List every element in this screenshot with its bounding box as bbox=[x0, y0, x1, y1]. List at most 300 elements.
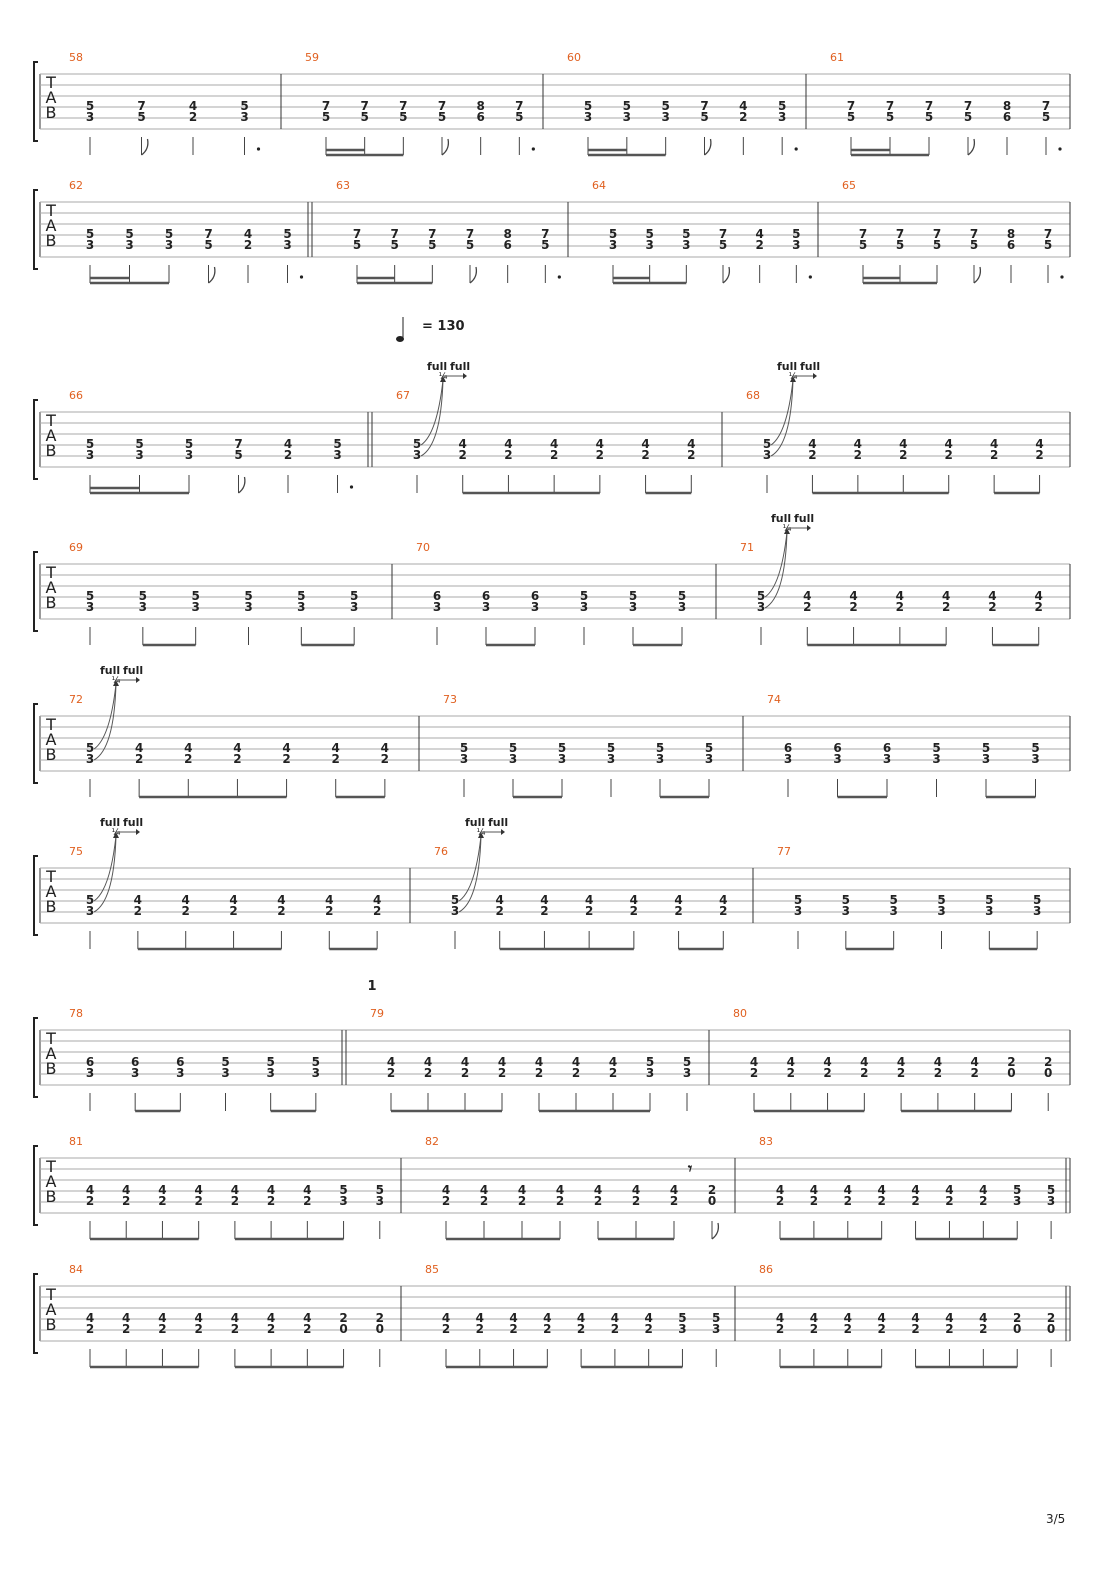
fret-upper: 7 bbox=[399, 99, 408, 113]
bend-label: full bbox=[800, 360, 821, 373]
fret-lower: 2 bbox=[230, 1322, 240, 1336]
fret-upper: 4 bbox=[331, 741, 340, 755]
fret-lower: 2 bbox=[944, 448, 953, 462]
volta-number: 1 bbox=[367, 979, 377, 994]
fret-upper: 5 bbox=[937, 893, 946, 907]
fret-upper: 4 bbox=[674, 893, 683, 907]
fret-upper: 4 bbox=[158, 1311, 167, 1325]
bend-release-icon bbox=[807, 525, 811, 531]
fret-upper: 5 bbox=[579, 589, 589, 603]
tab-clef-letter-a: A bbox=[45, 88, 57, 107]
fret-lower: 2 bbox=[194, 1194, 203, 1208]
fret-lower: 2 bbox=[610, 1322, 620, 1336]
fret-lower: 2 bbox=[475, 1322, 484, 1336]
dot bbox=[558, 275, 561, 278]
fret-upper: 5 bbox=[678, 1311, 687, 1325]
fret-upper: 5 bbox=[628, 589, 638, 603]
fret-lower: 3 bbox=[164, 238, 174, 252]
fret-lower: 6 bbox=[503, 238, 512, 252]
fret-lower: 2 bbox=[719, 904, 728, 918]
fret-upper: 7 bbox=[969, 227, 979, 241]
system-bracket bbox=[34, 552, 38, 631]
fret-lower: 2 bbox=[945, 1322, 954, 1336]
fret-lower: 2 bbox=[509, 1322, 518, 1336]
fret-upper: 4 bbox=[325, 893, 334, 907]
fret-lower: 2 bbox=[504, 448, 513, 462]
fret-upper: 4 bbox=[194, 1183, 203, 1197]
fret-upper: 5 bbox=[85, 589, 95, 603]
fret-upper: 4 bbox=[85, 1311, 95, 1325]
fret-lower: 2 bbox=[517, 1194, 527, 1208]
fret-upper: 5 bbox=[283, 227, 292, 241]
fret-lower: 3 bbox=[297, 600, 306, 614]
tab-clef-letter-b: B bbox=[45, 231, 57, 250]
fret-upper: 4 bbox=[808, 437, 817, 451]
fret-upper: 5 bbox=[756, 589, 766, 603]
fret-upper: 4 bbox=[540, 893, 549, 907]
fret-lower: 2 bbox=[895, 600, 905, 614]
fret-lower: 2 bbox=[803, 600, 812, 614]
fret-lower: 2 bbox=[543, 1322, 552, 1336]
fret-lower: 3 bbox=[508, 752, 518, 766]
fret-upper: 4 bbox=[188, 99, 198, 113]
fret-upper: 6 bbox=[783, 741, 793, 755]
fret-lower: 5 bbox=[924, 110, 934, 124]
fret-lower: 2 bbox=[555, 1194, 565, 1208]
fret-lower: 2 bbox=[749, 1066, 759, 1080]
fret-lower: 2 bbox=[641, 448, 650, 462]
fret-lower: 3 bbox=[125, 238, 134, 252]
fret-upper: 5 bbox=[777, 99, 787, 113]
fret-upper: 4 bbox=[843, 1183, 852, 1197]
fret-upper: 5 bbox=[645, 1055, 655, 1069]
bend-fraction-label: ¼ bbox=[782, 524, 792, 534]
fret-upper: 4 bbox=[460, 1055, 470, 1069]
fret-lower: 5 bbox=[204, 238, 213, 252]
fret-lower: 2 bbox=[674, 904, 683, 918]
fret-upper: 4 bbox=[610, 1311, 620, 1325]
fret-upper: 4 bbox=[122, 1183, 131, 1197]
fret-upper: 4 bbox=[979, 1311, 988, 1325]
fret-upper: 5 bbox=[459, 741, 469, 755]
fret-upper: 5 bbox=[349, 589, 359, 603]
fret-lower: 2 bbox=[458, 448, 467, 462]
fret-lower: 5 bbox=[718, 238, 728, 252]
eighth-flag bbox=[974, 267, 980, 283]
fret-lower: 2 bbox=[823, 1066, 832, 1080]
fret-lower: 3 bbox=[932, 752, 941, 766]
fret-lower: 3 bbox=[1031, 752, 1040, 766]
fret-upper: 5 bbox=[333, 437, 342, 451]
measure-number: 73 bbox=[443, 693, 457, 706]
dot bbox=[795, 147, 798, 150]
fret-upper: 4 bbox=[475, 1311, 484, 1325]
fret-upper: 5 bbox=[85, 437, 95, 451]
fret-lower: 3 bbox=[450, 904, 460, 918]
eighth-flag bbox=[723, 267, 729, 283]
fret-upper: 2 bbox=[375, 1311, 384, 1325]
fret-lower: 3 bbox=[85, 238, 95, 252]
fret-lower: 3 bbox=[266, 1066, 275, 1080]
fret-upper: 8 bbox=[1002, 99, 1012, 113]
fret-lower: 2 bbox=[644, 1322, 653, 1336]
fret-upper: 5 bbox=[1032, 893, 1042, 907]
measure-number: 74 bbox=[767, 693, 781, 706]
fret-lower: 2 bbox=[576, 1322, 586, 1336]
fret-upper: 5 bbox=[606, 741, 616, 755]
fret-lower: 2 bbox=[853, 448, 863, 462]
fret-upper: 5 bbox=[297, 589, 306, 603]
fret-lower: 3 bbox=[459, 752, 469, 766]
fret-lower: 2 bbox=[266, 1322, 276, 1336]
fret-lower: 2 bbox=[372, 904, 382, 918]
dot bbox=[1060, 275, 1063, 278]
fret-upper: 8 bbox=[503, 227, 512, 241]
fret-upper: 5 bbox=[508, 741, 518, 755]
bend-label: full bbox=[777, 360, 798, 373]
fret-lower: 2 bbox=[441, 1322, 451, 1336]
fret-lower: 3 bbox=[1046, 1194, 1056, 1208]
fret-upper: 7 bbox=[321, 99, 331, 113]
fret-upper: 4 bbox=[458, 437, 467, 451]
fret-lower: 2 bbox=[941, 600, 951, 614]
measure-number: 85 bbox=[425, 1263, 439, 1276]
fret-lower: 5 bbox=[428, 238, 437, 252]
fret-upper: 4 bbox=[911, 1183, 920, 1197]
fret-upper: 5 bbox=[1046, 1183, 1056, 1197]
fret-lower: 3 bbox=[937, 904, 946, 918]
fret-upper: 4 bbox=[911, 1311, 920, 1325]
fret-lower: 3 bbox=[283, 238, 292, 252]
fret-upper: 7 bbox=[846, 99, 856, 113]
fret-upper: 4 bbox=[230, 1311, 240, 1325]
fret-lower: 2 bbox=[989, 448, 999, 462]
fret-upper: 5 bbox=[164, 227, 174, 241]
fret-upper: 4 bbox=[479, 1183, 489, 1197]
system-bracket bbox=[34, 62, 38, 141]
fret-upper: 6 bbox=[130, 1055, 140, 1069]
fret-upper: 4 bbox=[786, 1055, 795, 1069]
measure-number: 69 bbox=[69, 541, 83, 554]
measure-number: 78 bbox=[69, 1007, 83, 1020]
fret-upper: 4 bbox=[584, 893, 594, 907]
tab-clef-letter-b: B bbox=[45, 593, 57, 612]
fret-lower: 2 bbox=[497, 1066, 507, 1080]
tab-clef-letter-b: B bbox=[45, 745, 57, 764]
fret-upper: 4 bbox=[372, 893, 382, 907]
fret-lower: 0 bbox=[339, 1322, 348, 1336]
bend-fraction-label: ¼ bbox=[438, 372, 448, 382]
fret-lower: 2 bbox=[386, 1066, 396, 1080]
fret-upper: 7 bbox=[1041, 99, 1051, 113]
fret-lower: 2 bbox=[933, 1066, 943, 1080]
fret-lower: 2 bbox=[849, 600, 858, 614]
fret-upper: 4 bbox=[380, 741, 390, 755]
fret-upper: 2 bbox=[1013, 1311, 1022, 1325]
fret-upper: 4 bbox=[896, 1055, 906, 1069]
fret-upper: 4 bbox=[860, 1055, 869, 1069]
fret-upper: 4 bbox=[277, 893, 286, 907]
fret-lower: 3 bbox=[135, 448, 144, 462]
tab-clef-letter-t: T bbox=[46, 411, 56, 430]
fret-lower: 2 bbox=[229, 904, 238, 918]
fret-lower: 2 bbox=[188, 110, 198, 124]
eighth-flag bbox=[209, 267, 215, 283]
fret-lower: 5 bbox=[963, 110, 973, 124]
fret-lower: 3 bbox=[841, 904, 851, 918]
fret-upper: 5 bbox=[985, 893, 994, 907]
fret-upper: 5 bbox=[191, 589, 200, 603]
fret-upper: 5 bbox=[762, 437, 772, 451]
measure-number: 58 bbox=[69, 51, 83, 64]
fret-upper: 8 bbox=[1006, 227, 1016, 241]
fret-lower: 2 bbox=[534, 1066, 544, 1080]
fret-upper: 7 bbox=[963, 99, 973, 113]
fret-upper: 5 bbox=[677, 589, 687, 603]
fret-lower: 2 bbox=[85, 1322, 95, 1336]
fret-lower: 5 bbox=[858, 238, 868, 252]
fret-lower: 2 bbox=[860, 1066, 869, 1080]
fret-lower: 2 bbox=[911, 1194, 920, 1208]
fret-lower: 5 bbox=[465, 238, 475, 252]
fret-upper: 5 bbox=[682, 1055, 692, 1069]
fret-lower: 3 bbox=[583, 110, 593, 124]
fret-upper: 7 bbox=[204, 227, 213, 241]
fret-upper: 4 bbox=[644, 1311, 653, 1325]
bend-release-icon bbox=[813, 373, 817, 379]
fret-upper: 7 bbox=[858, 227, 868, 241]
fret-upper: 4 bbox=[944, 437, 953, 451]
measure-number: 80 bbox=[733, 1007, 747, 1020]
fret-upper: 4 bbox=[989, 437, 999, 451]
fret-lower: 2 bbox=[283, 448, 293, 462]
fret-lower: 2 bbox=[479, 1194, 489, 1208]
measure-number: 71 bbox=[740, 541, 754, 554]
measure-number: 68 bbox=[746, 389, 760, 402]
fret-lower: 6 bbox=[1006, 238, 1016, 252]
fret-upper: 5 bbox=[841, 893, 851, 907]
fret-upper: 4 bbox=[266, 1311, 276, 1325]
system-bracket bbox=[34, 1018, 38, 1097]
fret-upper: 5 bbox=[85, 893, 95, 907]
eighth-flag bbox=[470, 267, 476, 283]
fret-lower: 3 bbox=[240, 110, 249, 124]
eighth-flag bbox=[712, 1223, 718, 1239]
fret-lower: 2 bbox=[158, 1322, 167, 1336]
measure-number: 62 bbox=[69, 179, 83, 192]
fret-upper: 4 bbox=[877, 1183, 886, 1197]
bend-release-icon bbox=[501, 829, 505, 835]
fret-upper: 4 bbox=[941, 589, 951, 603]
fret-upper: 7 bbox=[234, 437, 243, 451]
tab-clef-letter-a: A bbox=[45, 730, 57, 749]
fret-lower: 5 bbox=[321, 110, 331, 124]
dot bbox=[300, 275, 303, 278]
fret-upper: 5 bbox=[311, 1055, 321, 1069]
fret-lower: 3 bbox=[645, 238, 654, 252]
fret-upper: 6 bbox=[882, 741, 892, 755]
fret-lower: 2 bbox=[739, 110, 748, 124]
fret-lower: 2 bbox=[277, 904, 286, 918]
fret-lower: 2 bbox=[843, 1322, 852, 1336]
fret-lower: 3 bbox=[645, 1066, 655, 1080]
fret-lower: 2 bbox=[808, 448, 817, 462]
fret-upper: 4 bbox=[133, 893, 143, 907]
eighth-flag bbox=[142, 139, 148, 155]
tempo-note-icon bbox=[396, 336, 404, 342]
system-bracket bbox=[34, 400, 38, 479]
fret-lower: 3 bbox=[777, 110, 787, 124]
fret-lower: 3 bbox=[677, 600, 687, 614]
fret-upper: 5 bbox=[712, 1311, 721, 1325]
fret-lower: 3 bbox=[762, 448, 772, 462]
tab-clef-letter-a: A bbox=[45, 1300, 57, 1319]
dot bbox=[257, 147, 260, 150]
fret-lower: 2 bbox=[85, 1194, 95, 1208]
fret-upper: 4 bbox=[181, 893, 190, 907]
fret-lower: 3 bbox=[889, 904, 898, 918]
fret-lower: 2 bbox=[896, 1066, 906, 1080]
fret-lower: 3 bbox=[661, 110, 670, 124]
fret-lower: 2 bbox=[1035, 448, 1044, 462]
measure-number: 84 bbox=[69, 1263, 83, 1276]
tab-clef-letter-t: T bbox=[46, 1157, 56, 1176]
fret-upper: 4 bbox=[687, 437, 696, 451]
fret-upper: 5 bbox=[125, 227, 134, 241]
fret-lower: 2 bbox=[233, 752, 242, 766]
fret-upper: 4 bbox=[823, 1055, 832, 1069]
tab-clef-letter-b: B bbox=[45, 897, 57, 916]
fret-lower: 3 bbox=[557, 752, 567, 766]
fret-lower: 2 bbox=[899, 448, 908, 462]
dot bbox=[809, 275, 812, 278]
bend-label: full bbox=[100, 664, 121, 677]
bend-fraction-label: ¼ bbox=[788, 372, 798, 382]
fret-lower: 3 bbox=[756, 600, 766, 614]
fret-upper: 4 bbox=[243, 227, 253, 241]
tab-clef-letter-a: A bbox=[45, 578, 57, 597]
fret-upper: 5 bbox=[85, 99, 95, 113]
fret-lower: 3 bbox=[85, 1066, 95, 1080]
fret-lower: 3 bbox=[704, 752, 714, 766]
fret-upper: 7 bbox=[924, 99, 934, 113]
fret-lower: 2 bbox=[687, 448, 696, 462]
measure-number: 77 bbox=[777, 845, 791, 858]
fret-lower: 2 bbox=[669, 1194, 679, 1208]
fret-lower: 5 bbox=[1043, 238, 1053, 252]
fret-upper: 6 bbox=[176, 1055, 185, 1069]
fret-lower: 3 bbox=[349, 600, 359, 614]
fret-lower: 3 bbox=[138, 600, 148, 614]
bend-label: full bbox=[794, 512, 815, 525]
fret-upper: 5 bbox=[1031, 741, 1040, 755]
fret-upper: 4 bbox=[85, 1183, 95, 1197]
fret-upper: 5 bbox=[244, 589, 253, 603]
tab-clef-letter-a: A bbox=[45, 426, 57, 445]
fret-lower: 2 bbox=[303, 1322, 312, 1336]
fret-upper: 5 bbox=[682, 227, 691, 241]
fret-lower: 5 bbox=[895, 238, 905, 252]
fret-upper: 4 bbox=[1035, 437, 1044, 451]
fret-lower: 3 bbox=[432, 600, 442, 614]
fret-lower: 5 bbox=[360, 110, 369, 124]
fret-lower: 5 bbox=[515, 110, 524, 124]
measure-number: 82 bbox=[425, 1135, 439, 1148]
fret-upper: 5 bbox=[655, 741, 665, 755]
fret-lower: 0 bbox=[1013, 1322, 1022, 1336]
fret-upper: 4 bbox=[184, 741, 193, 755]
fret-lower: 2 bbox=[460, 1066, 470, 1080]
fret-upper: 4 bbox=[509, 1311, 518, 1325]
fret-lower: 5 bbox=[885, 110, 895, 124]
fret-lower: 2 bbox=[133, 904, 143, 918]
fret-lower: 2 bbox=[1034, 600, 1043, 614]
fret-lower: 3 bbox=[1032, 904, 1042, 918]
fret-upper: 7 bbox=[360, 99, 369, 113]
fret-upper: 4 bbox=[303, 1183, 312, 1197]
fret-lower: 5 bbox=[234, 448, 243, 462]
fret-upper: 4 bbox=[555, 1183, 565, 1197]
fret-upper: 4 bbox=[629, 893, 639, 907]
fret-lower: 2 bbox=[979, 1194, 988, 1208]
fret-upper: 4 bbox=[122, 1311, 131, 1325]
bend-fraction-label: ¼ bbox=[111, 676, 121, 686]
fret-upper: 4 bbox=[899, 437, 908, 451]
fret-lower: 2 bbox=[266, 1194, 276, 1208]
fret-lower: 3 bbox=[85, 448, 95, 462]
fret-lower: 3 bbox=[244, 600, 253, 614]
fret-lower: 2 bbox=[540, 904, 549, 918]
fret-upper: 2 bbox=[1044, 1055, 1053, 1069]
fret-upper: 5 bbox=[932, 741, 941, 755]
fret-upper: 5 bbox=[583, 99, 593, 113]
fret-upper: 5 bbox=[85, 741, 95, 755]
measure-number: 70 bbox=[416, 541, 430, 554]
fret-upper: 4 bbox=[158, 1183, 167, 1197]
fret-upper: 5 bbox=[412, 437, 422, 451]
fret-lower: 3 bbox=[184, 448, 194, 462]
dot bbox=[1058, 147, 1061, 150]
fret-upper: 7 bbox=[390, 227, 399, 241]
fret-upper: 4 bbox=[739, 99, 748, 113]
fret-upper: 4 bbox=[229, 893, 238, 907]
fret-lower: 2 bbox=[243, 238, 253, 252]
fret-upper: 7 bbox=[895, 227, 905, 241]
fret-upper: 7 bbox=[352, 227, 362, 241]
eighth-flag bbox=[239, 477, 245, 493]
tab-clef-letter-t: T bbox=[46, 1285, 56, 1304]
fret-lower: 3 bbox=[311, 1066, 321, 1080]
fret-lower: 3 bbox=[792, 238, 801, 252]
fret-upper: 4 bbox=[282, 741, 291, 755]
fret-lower: 3 bbox=[85, 752, 95, 766]
fret-upper: 4 bbox=[230, 1183, 240, 1197]
fret-lower: 3 bbox=[579, 600, 589, 614]
fret-upper: 4 bbox=[593, 1183, 603, 1197]
fret-upper: 5 bbox=[240, 99, 249, 113]
tab-clef-letter-b: B bbox=[45, 103, 57, 122]
eighth-rest-icon: 𝄾 bbox=[687, 1159, 693, 1178]
fret-upper: 5 bbox=[608, 227, 618, 241]
fret-lower: 3 bbox=[712, 1322, 721, 1336]
fret-upper: 7 bbox=[515, 99, 524, 113]
fret-lower: 3 bbox=[833, 752, 842, 766]
fret-upper: 7 bbox=[700, 99, 709, 113]
fret-upper: 4 bbox=[853, 437, 863, 451]
fret-lower: 3 bbox=[793, 904, 803, 918]
fret-upper: 4 bbox=[719, 893, 728, 907]
measure-number: 64 bbox=[592, 179, 606, 192]
